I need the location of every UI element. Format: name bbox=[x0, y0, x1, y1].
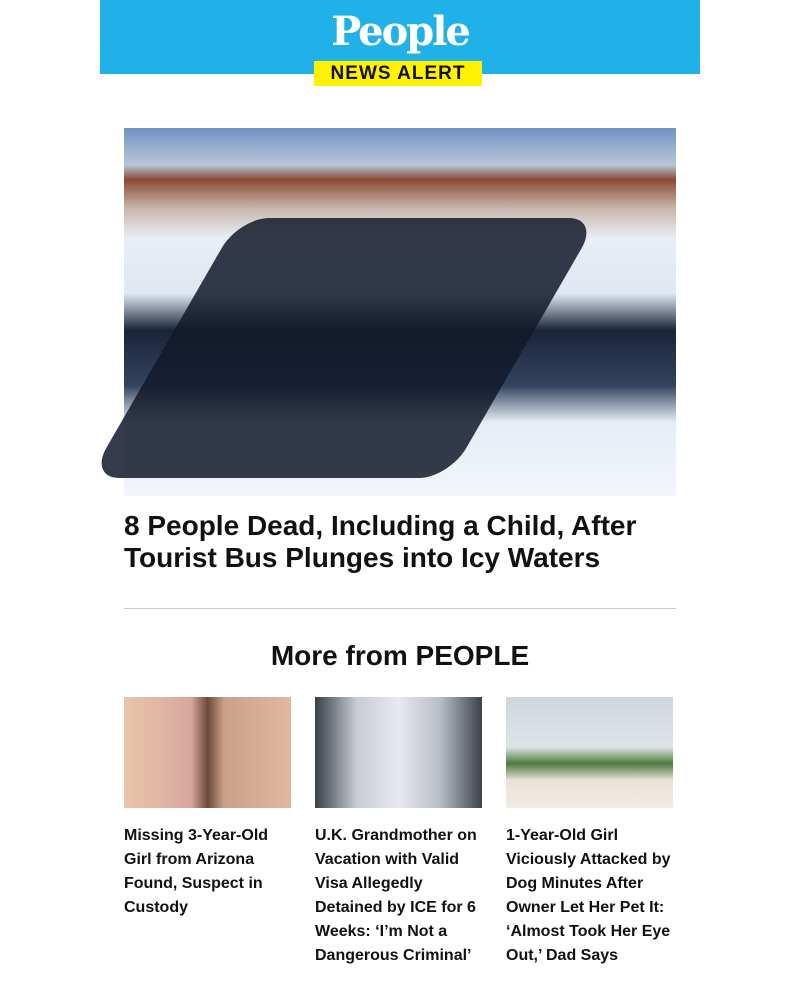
hero-headline-link[interactable]: 8 People Dead, Including a Child, After Tourist Bus Plunges into Icy Waters bbox=[124, 510, 637, 573]
story-thumbnail[interactable] bbox=[124, 697, 291, 808]
more-section-title: More from PEOPLE bbox=[270, 640, 530, 671]
icy-water-shape bbox=[89, 218, 599, 478]
story-card[interactable] bbox=[506, 697, 673, 968]
story-thumbnail[interactable] bbox=[506, 697, 673, 808]
hero-image[interactable] bbox=[124, 128, 676, 496]
story-title-link[interactable]: Missing 3-Year-Old Girl from Arizona Found, Suspect in Custody bbox=[124, 827, 269, 916]
story-card[interactable] bbox=[315, 697, 482, 968]
news-alert-badge: NEWS ALERT bbox=[314, 61, 482, 86]
story-title-link[interactable]: 1-Year-Old Girl Viciously Attacked by Dog Minutes After Owner Let Her Pet It: ‘Almost Took Her Eye Out,’ Dad Says bbox=[506, 827, 671, 964]
story-thumbnail[interactable] bbox=[315, 697, 482, 808]
people-logo[interactable]: People bbox=[331, 8, 469, 55]
divider bbox=[124, 608, 676, 609]
story-title-link[interactable]: U.K. Grandmother on Vacation with Valid Visa Allegedly Detained by ICE for 6 Weeks: ‘I’m Not a Dangerous Criminal’ bbox=[315, 827, 477, 964]
story-card[interactable] bbox=[124, 697, 291, 920]
